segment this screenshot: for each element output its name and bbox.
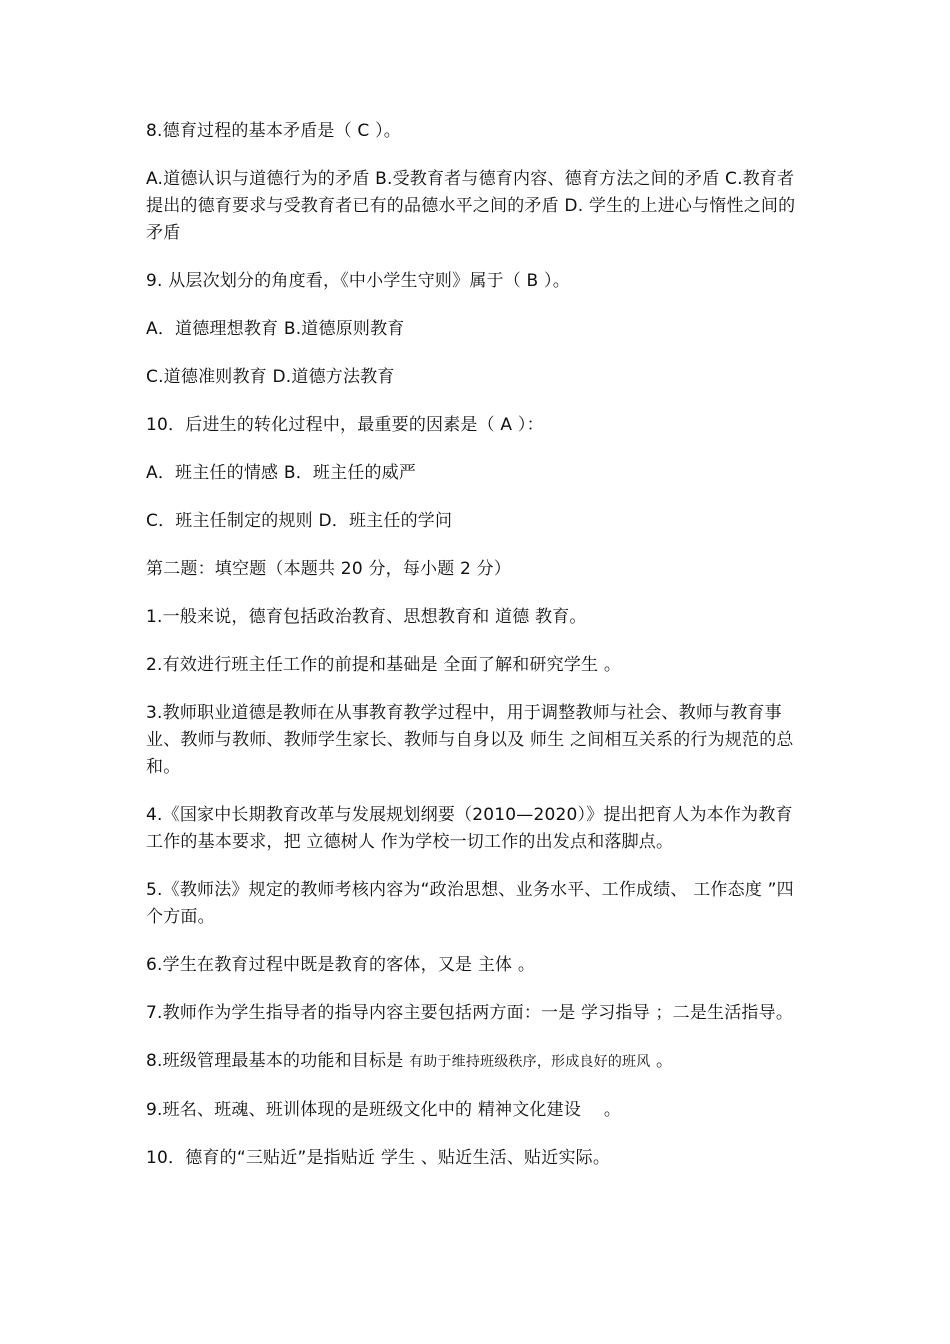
fill-blank-8-answer: 有助于维持班级秩序，形成良好的班风 — [409, 1054, 651, 1070]
fill-blank-8-prefix: 8.班级管理最基本的功能和目标是 — [146, 1051, 410, 1071]
fill-blank-3: 3.教师职业道德是教师在从事教育教学过程中，用于调整教师与社会、教师与教育事业、教师与教师、教师学生家长、教师与自身以及 师生 之间相互关系的行为规范的总和。 — [146, 703, 794, 777]
fill-blank-5: 5.《教师法》规定的教师考核内容为“政治思想、业务水平、工作成绩、 工作态度 ”四个方面。 — [146, 880, 794, 927]
fill-blank-10: 10．德育的“三贴近”是指贴近 学生 、贴近生活、贴近实际。 — [146, 1148, 611, 1168]
document-body — [146, 118, 808, 1193]
fill-blank-4: 4.《国家中长期教育改革与发展规划纲要（2010—2020）》提出把育人为本作为教育工作的基本要求，把 立德树人 作为学校一切工作的出发点和落脚点。 — [146, 805, 793, 852]
question-9-options-cd: C.道德准则教育 D.道德方法教育 — [146, 367, 395, 387]
section-heading: 第二题：填空题（本题共 20 分，每小题 2 分） — [146, 559, 512, 579]
fill-blank-7: 7.教师作为学生指导者的指导内容主要包括两方面：一是 学习指导 ；二是生活指导。 — [146, 1003, 794, 1023]
fill-blank-8-suffix: 。 — [650, 1051, 674, 1071]
fill-blank-1: 1.一般来说，德育包括政治教育、思想教育和 道德 教育。 — [146, 607, 587, 627]
fill-blank-2: 2.有效进行班主任工作的前提和基础是 全面了解和研究学生 。 — [146, 655, 622, 675]
question-9-stem: 9. 从层次划分的角度看，《中小学生守则》属于（ B ）。 — [146, 271, 570, 291]
fill-blank-9: 9.班名、班魂、班训体现的是班级文化中的 精神文化建设 。 — [146, 1100, 622, 1120]
fill-blank-6: 6.学生在教育过程中既是教育的客体，又是 主体 。 — [146, 955, 536, 975]
question-9-options-ab: A．道德理想教育 B.道德原则教育 — [146, 319, 405, 339]
question-10-options-cd: C．班主任制定的规则 D．班主任的学问 — [146, 511, 453, 531]
question-8-stem: 8.德育过程的基本矛盾是（ C ）。 — [146, 121, 401, 141]
fill-blank-8 — [146, 1048, 808, 1076]
question-10-stem: 10．后进生的转化过程中，最重要的因素是（ A ）： — [146, 415, 544, 435]
question-10-options-ab: A．班主任的情感 B．班主任的威严 — [146, 463, 417, 483]
question-8-options: A.道德认识与道德行为的矛盾 B.受教育者与德育内容、德育方法之间的矛盾 C.教育者提出的德育要求与受教育者已有的品德水平之间的矛盾 D. 学生的上进心与惰性之间的矛盾 — [146, 169, 796, 243]
